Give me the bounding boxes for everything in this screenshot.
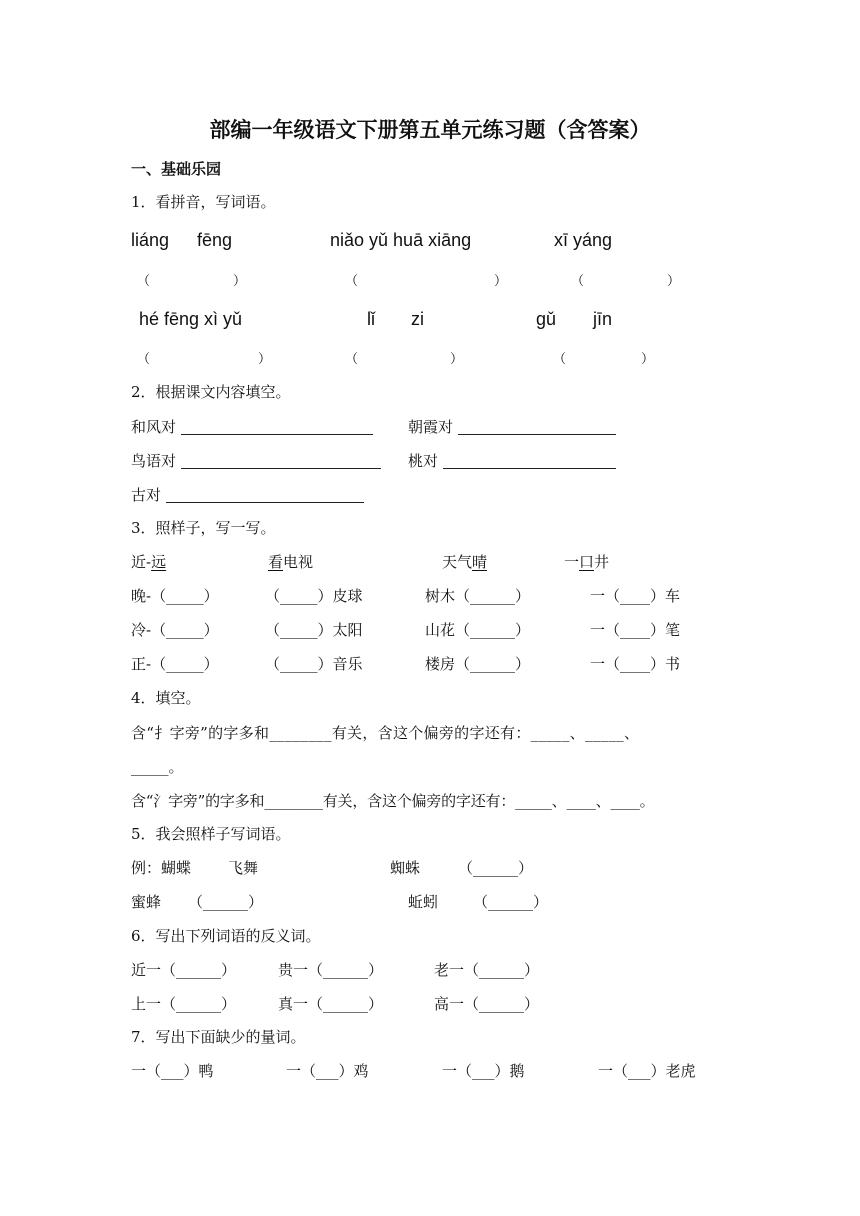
- answer-paren-open: （: [137, 274, 151, 289]
- answer-paren-close: ）: [494, 274, 508, 289]
- example-answer: 飞舞: [228, 859, 259, 877]
- fill-item-hefeng: 和风对: [131, 418, 177, 436]
- answer-paren-close: ）: [233, 274, 247, 289]
- example-weather-sunny: 天气晴: [442, 553, 488, 571]
- answer-line[interactable]: [443, 468, 616, 469]
- pinyin-li: lǐ: [367, 309, 375, 329]
- answer-line[interactable]: [181, 434, 373, 435]
- page-title: 部编一年级语文下册第五单元练习题（含答案）: [209, 117, 651, 142]
- example-one-well: 一口井: [564, 553, 610, 571]
- measure-word-blank[interactable]: 一（___）鹅: [442, 1062, 525, 1080]
- answer-paren-open: （: [553, 352, 567, 367]
- answer-line[interactable]: [166, 502, 364, 503]
- antonym-blank[interactable]: 上一（______）: [131, 995, 237, 1013]
- measure-word-blank[interactable]: 一（____）书: [590, 655, 681, 673]
- question-2-heading: 2．根据课文内容填空。: [131, 383, 291, 401]
- verb-blank[interactable]: （_____）音乐: [265, 655, 363, 673]
- verb-blank[interactable]: （_____）太阳: [265, 621, 363, 639]
- answer-paren-close: ）: [258, 352, 272, 367]
- measure-word-blank[interactable]: 一（____）车: [590, 587, 681, 605]
- pinyin-xi-yang: xī yáng: [554, 230, 613, 250]
- answer-paren-close: ）: [641, 352, 655, 367]
- example-watch-tv: 看电视: [268, 553, 314, 571]
- pinyin-gu: gǔ: [536, 309, 557, 329]
- pinyin-niao-yu-hua-xiang: niǎo yǔ huā xiāng: [330, 230, 472, 250]
- adjective-blank[interactable]: 楼房（______）: [425, 655, 531, 673]
- fill-item-gu: 古对: [131, 486, 162, 504]
- example-near-far: 近-远: [131, 553, 167, 571]
- question-6-heading: 6．写出下列词语的反义词。: [131, 927, 321, 945]
- question-4-heading: 4．填空。: [131, 689, 201, 707]
- answer-paren-open: （: [345, 274, 359, 289]
- answer-paren-close: ）: [450, 352, 464, 367]
- pinyin-feng: fēng: [197, 230, 233, 250]
- question-3-heading: 3．照样子，写一写。: [131, 519, 276, 537]
- antonym-blank[interactable]: 近一（______）: [131, 961, 237, 979]
- question-7-heading: 7．写出下面缺少的量词。: [131, 1028, 306, 1046]
- question-5-heading: 5．我会照样子写词语。: [131, 825, 291, 843]
- antonym-blank[interactable]: 贵一（______）: [278, 961, 384, 979]
- answer-paren-open: （: [345, 352, 359, 367]
- antonym-blank[interactable]: 晚-（_____）: [131, 587, 219, 605]
- measure-word-blank[interactable]: 一（____）笔: [590, 621, 681, 639]
- answer-line[interactable]: [181, 468, 381, 469]
- antonym-blank[interactable]: 老一（______）: [434, 961, 540, 979]
- verb-blank[interactable]: （_____）皮球: [265, 587, 363, 605]
- pinyin-liang: liáng: [131, 230, 170, 250]
- adjective-blank[interactable]: 山花（______）: [425, 621, 531, 639]
- pinyin-zi: zi: [411, 309, 424, 329]
- word-bee: 蜜蜂: [131, 893, 162, 911]
- section-heading: 一、基础乐园: [131, 160, 222, 178]
- answer-line[interactable]: [458, 434, 616, 435]
- answer-paren-close: ）: [667, 274, 681, 289]
- pinyin-he-feng-xi-yu: hé fēng xì yǔ: [139, 309, 243, 329]
- antonym-blank[interactable]: 真一（______）: [278, 995, 384, 1013]
- antonym-blank[interactable]: 高一（______）: [434, 995, 540, 1013]
- radical-hand-continuation[interactable]: _____。: [131, 758, 184, 776]
- fill-item-niaoyu: 鸟语对: [131, 452, 177, 470]
- measure-word-blank[interactable]: 一（___）老虎: [598, 1062, 696, 1080]
- answer-blank[interactable]: （______）: [188, 893, 264, 911]
- answer-paren-open: （: [571, 274, 585, 289]
- pinyin-jin: jīn: [593, 309, 613, 329]
- answer-blank[interactable]: （______）: [473, 893, 549, 911]
- question-1-heading: 1．看拼音，写词语。: [131, 193, 276, 211]
- radical-water-sentence[interactable]: 含“氵字旁”的字多和________有关，含这个偏旁的字还有：_____、____、____。: [131, 792, 655, 810]
- radical-hand-sentence[interactable]: 含“扌字旁”的字多和________有关，含这个偏旁的字还有：_____、_____、: [131, 724, 640, 742]
- measure-word-blank[interactable]: 一（___）鸡: [286, 1062, 369, 1080]
- answer-blank[interactable]: （______）: [458, 859, 534, 877]
- measure-word-blank[interactable]: 一（___）鸭: [131, 1062, 214, 1080]
- word-spider: 蜘蛛: [390, 859, 421, 877]
- antonym-blank[interactable]: 正-（_____）: [131, 655, 219, 673]
- word-earthworm: 蚯蚓: [408, 893, 439, 911]
- antonym-blank[interactable]: 冷-（_____）: [131, 621, 219, 639]
- fill-item-tao: 桃对: [408, 452, 439, 470]
- fill-item-zhaoxia: 朝霞对: [408, 418, 454, 436]
- example-butterfly: 例：蝴蝶: [131, 859, 192, 877]
- adjective-blank[interactable]: 树木（______）: [425, 587, 531, 605]
- answer-paren-open: （: [137, 352, 151, 367]
